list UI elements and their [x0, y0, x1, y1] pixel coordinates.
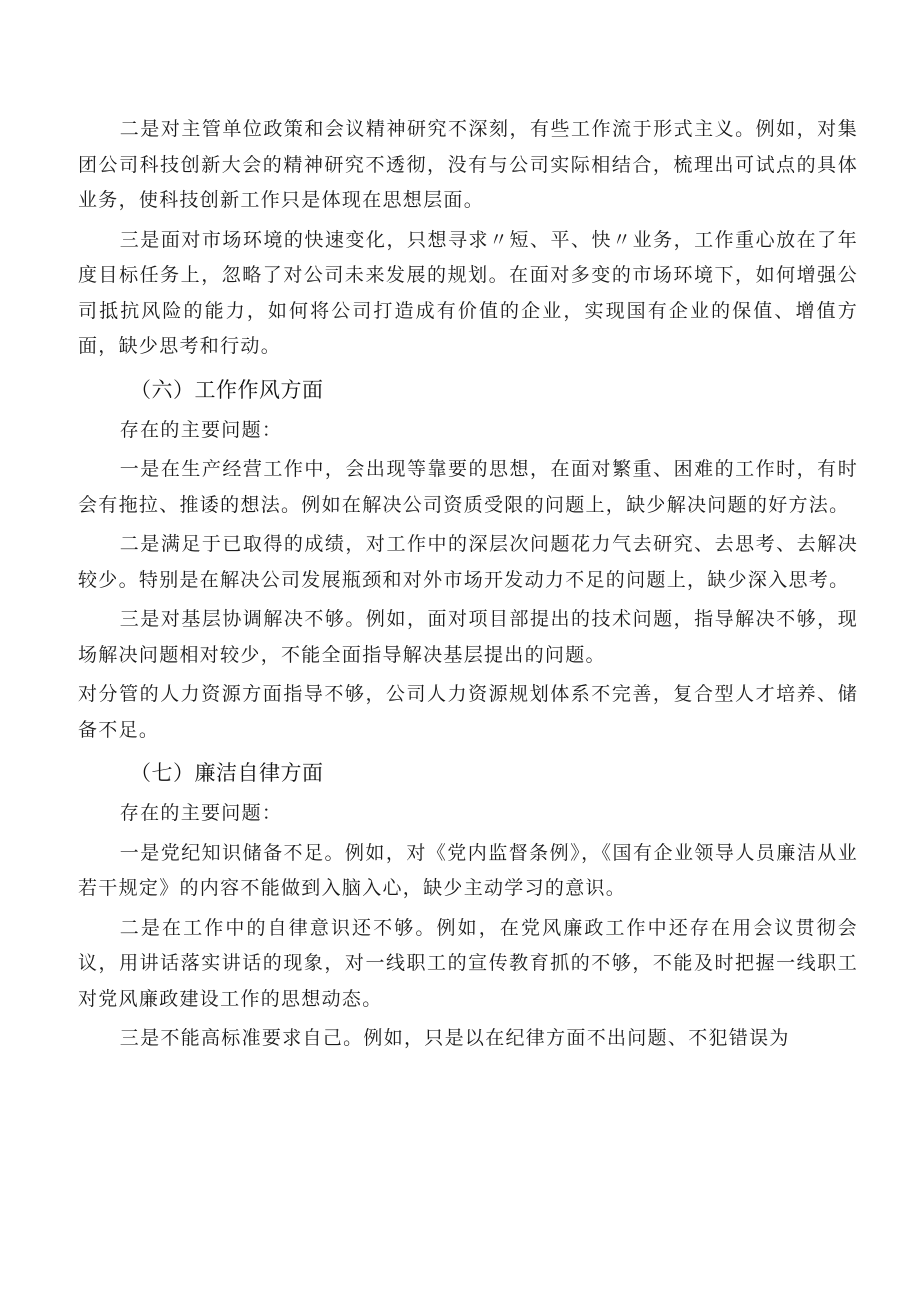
paragraph-policy-research: 二是对主管单位政策和会议精神研究不深刻，有些工作流于形式主义。例如，对集团公司科技创新大会的精神研究不透彻，没有与公司实际相结合，梳理出可试点的具体业务，使科技创新工作只是体现在思想层面。: [78, 118, 858, 211]
paragraph-integrity-2: 二是在工作中的自律意识还不够。例如，在党风廉政工作中还存在用会议贯彻会议，用讲话落实讲话的现象，对一线职工的宣传教育抓的不够，不能及时把握一线职工对党风廉政建设工作的思想动态。: [78, 916, 858, 1010]
section-label-main-issues: 存在的主要问题：: [119, 802, 283, 824]
paragraph-hr-guidance: 对分管的人力资源方面指导不够，公司人力资源规划体系不完善，复合型人才培养、储备不足。: [78, 683, 858, 741]
paragraph-work-style-3: 三是对基层协调解决不够。例如，面对项目部提出的技术问题，指导解决不够，现场解决问题相对较少，不能全面指导解决基层提出的问题。: [78, 608, 858, 666]
paragraph-integrity-1: 一是党纪知识储备不足。例如，对《党内监督条例》，《国有企业领导人员廉洁从业若干规定》的内容不能做到入脑入心，缺少主动学习的意识。: [78, 841, 858, 899]
paragraph-market-response: 三是面对市场环境的快速变化，只想寻求〃短、平、快〃业务，工作重心放在了年度目标任务上，忽略了对公司未来发展的规划。在面对多变的市场环境下，如何增强公司抵抗风险的能力，如何将公司打造成有价值的企业，实现国有企业的保值、增值方面，缺少思考和行动。: [78, 228, 858, 357]
section-label-main-issues: 存在的主要问题：: [119, 418, 283, 441]
paragraph-work-style-2: 二是满足于已取得的成绩，对工作中的深层次问题花力气去研究、去思考、去解决较少。特别是在解决公司发展瓶颈和对外市场开发动力不足的问题上，缺少深入思考。: [78, 533, 858, 591]
section-heading-work-style: （六）工作作风方面: [130, 377, 324, 402]
section-heading-integrity: （七）廉洁自律方面: [130, 761, 324, 785]
paragraph-work-style-1: 一是在生产经营工作中，会出现等靠要的思想，在面对繁重、困难的工作时，有时会有拖拉、推诿的想法。例如在解决公司资质受限的问题上，缺少解决问题的好方法。: [78, 458, 858, 516]
paragraph-integrity-3: 三是不能高标准要求自己。例如，只是以在纪律方面不出问题、不犯错误为: [119, 1027, 790, 1049]
